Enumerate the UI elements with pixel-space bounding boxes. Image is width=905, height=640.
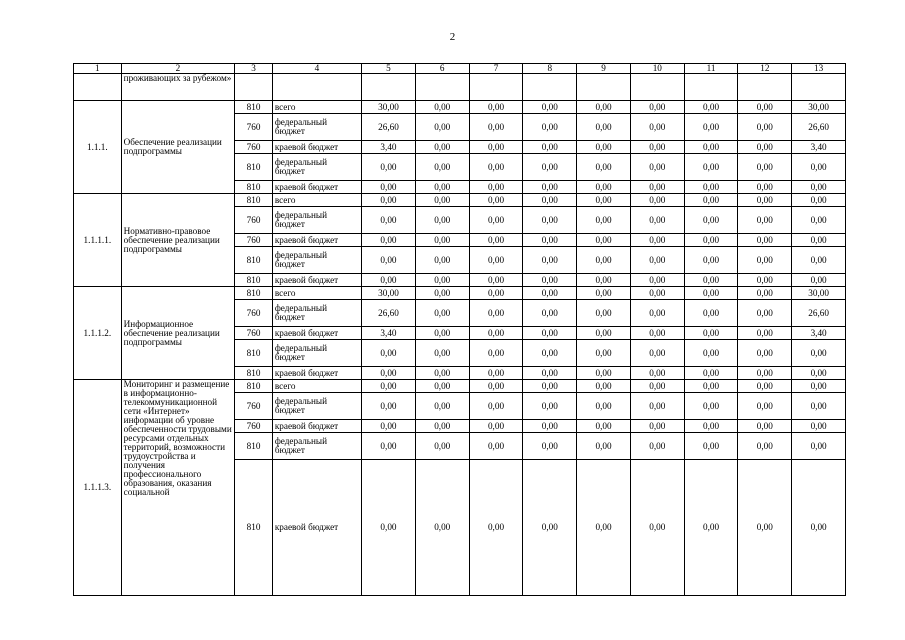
grbs-cell: 810 [235,181,273,194]
grbs-cell: 810 [235,101,273,114]
value-cell: 0,00 [738,327,792,340]
value-cell: 0,00 [792,420,846,433]
empty-cell [415,74,469,101]
code-cell: 1.1.1.2. [74,287,122,380]
value-cell: 0,00 [523,141,577,154]
value-cell: 0,00 [469,380,523,393]
source-cell: всего [272,194,361,207]
grbs-cell: 760 [235,327,273,340]
value-cell: 0,00 [362,181,416,194]
value-cell: 0,00 [792,154,846,181]
value-cell: 0,00 [684,207,738,234]
value-cell: 0,00 [469,327,523,340]
value-cell: 0,00 [630,433,684,460]
value-cell: 0,00 [738,181,792,194]
grbs-cell: 760 [235,141,273,154]
value-cell: 0,00 [469,460,523,596]
value-cell: 0,00 [684,101,738,114]
value-cell: 0,00 [577,114,631,141]
value-cell: 0,00 [792,234,846,247]
value-cell: 0,00 [469,274,523,287]
value-cell: 0,00 [738,367,792,380]
value-cell: 0,00 [415,234,469,247]
value-cell: 0,00 [577,433,631,460]
value-cell: 0,00 [362,234,416,247]
source-cell: федеральный бюджет [272,433,361,460]
value-cell: 0,00 [577,300,631,327]
value-cell: 0,00 [415,207,469,234]
value-cell: 0,00 [415,433,469,460]
name-cell: Мониторинг и размещение в информационно-телекоммуникационной сети «Интернет» информации об уровне обеспеченности трудовыми ресурсами отдельных территорий, возможности трудоустройства и получения профессионального образования, оказания социальной [121,380,235,596]
column-header: 10 [630,64,684,74]
value-cell: 0,00 [577,420,631,433]
value-cell: 0,00 [415,420,469,433]
value-cell: 0,00 [684,154,738,181]
value-cell: 0,00 [523,274,577,287]
code-cell [74,74,122,101]
value-cell: 0,00 [577,101,631,114]
empty-cell [577,74,631,101]
value-cell: 0,00 [684,234,738,247]
value-cell: 0,00 [362,194,416,207]
grbs-cell: 810 [235,367,273,380]
value-cell: 0,00 [523,114,577,141]
grbs-cell: 810 [235,274,273,287]
value-cell: 3,40 [362,327,416,340]
grbs-cell: 810 [235,154,273,181]
source-cell: федеральный бюджет [272,154,361,181]
value-cell: 0,00 [577,367,631,380]
source-cell: федеральный бюджет [272,393,361,420]
value-cell: 0,00 [792,340,846,367]
value-cell: 0,00 [523,101,577,114]
value-cell: 0,00 [415,274,469,287]
value-cell: 0,00 [630,247,684,274]
column-header: 13 [792,64,846,74]
value-cell: 0,00 [523,367,577,380]
value-cell: 0,00 [630,287,684,300]
value-cell: 0,00 [362,247,416,274]
value-cell: 0,00 [577,194,631,207]
value-cell: 0,00 [415,114,469,141]
source-cell: краевой бюджет [272,181,361,194]
value-cell: 0,00 [415,287,469,300]
value-cell: 0,00 [523,433,577,460]
value-cell: 0,00 [577,340,631,367]
grbs-cell: 810 [235,287,273,300]
value-cell: 0,00 [362,340,416,367]
value-cell: 3,40 [792,141,846,154]
value-cell: 0,00 [684,460,738,596]
value-cell: 0,00 [469,101,523,114]
value-cell: 0,00 [523,300,577,327]
value-cell: 0,00 [469,141,523,154]
value-cell: 0,00 [415,247,469,274]
empty-cell [684,74,738,101]
value-cell: 0,00 [415,141,469,154]
value-cell: 0,00 [523,380,577,393]
header-row [74,64,846,74]
source-cell: федеральный бюджет [272,207,361,234]
source-cell: краевой бюджет [272,274,361,287]
value-cell: 0,00 [577,274,631,287]
grbs-cell: 810 [235,247,273,274]
value-cell: 0,00 [415,327,469,340]
value-cell: 0,00 [523,154,577,181]
grbs-cell: 760 [235,114,273,141]
value-cell: 0,00 [630,207,684,234]
value-cell: 0,00 [469,287,523,300]
name-cell: Обеспечение реализации подпрограммы [121,101,235,194]
column-header: 5 [362,64,416,74]
value-cell: 0,00 [738,234,792,247]
value-cell: 0,00 [523,327,577,340]
value-cell: 0,00 [792,460,846,596]
value-cell: 0,00 [630,154,684,181]
source-cell: федеральный бюджет [272,300,361,327]
code-cell: 1.1.1.3. [74,380,122,596]
value-cell: 0,00 [630,420,684,433]
empty-cell [235,74,273,101]
value-cell: 0,00 [738,340,792,367]
name-cell: Нормативно-правовое обеспечение реализации подпрограммы [121,194,235,287]
value-cell: 0,00 [792,380,846,393]
value-cell: 0,00 [792,367,846,380]
value-cell: 0,00 [469,433,523,460]
grbs-cell: 760 [235,300,273,327]
value-cell: 0,00 [684,247,738,274]
grbs-cell: 810 [235,194,273,207]
value-cell: 0,00 [469,367,523,380]
column-header: 9 [577,64,631,74]
value-cell: 0,00 [684,420,738,433]
name-cell: Информационное обеспечение реализации подпрограммы [121,287,235,380]
value-cell: 0,00 [738,141,792,154]
column-header: 2 [121,64,235,74]
value-cell: 30,00 [362,287,416,300]
value-cell: 30,00 [792,287,846,300]
source-cell: краевой бюджет [272,460,361,596]
grbs-cell: 810 [235,433,273,460]
value-cell: 0,00 [738,393,792,420]
value-cell: 0,00 [792,194,846,207]
value-cell: 0,00 [792,274,846,287]
value-cell: 0,00 [738,154,792,181]
value-cell: 0,00 [362,274,416,287]
value-cell: 0,00 [415,380,469,393]
empty-cell [272,74,361,101]
source-cell: всего [272,287,361,300]
value-cell: 0,00 [577,327,631,340]
value-cell: 0,00 [415,460,469,596]
value-cell: 0,00 [362,420,416,433]
value-cell: 0,00 [523,287,577,300]
value-cell: 0,00 [630,114,684,141]
value-cell: 0,00 [684,393,738,420]
value-cell: 0,00 [738,460,792,596]
column-header: 11 [684,64,738,74]
value-cell: 0,00 [577,393,631,420]
value-cell: 0,00 [630,367,684,380]
value-cell: 0,00 [738,274,792,287]
value-cell: 0,00 [738,420,792,433]
value-cell: 0,00 [792,181,846,194]
source-cell: краевой бюджет [272,141,361,154]
value-cell: 0,00 [684,433,738,460]
source-cell: федеральный бюджет [272,340,361,367]
value-cell: 0,00 [469,207,523,234]
value-cell: 0,00 [523,181,577,194]
value-cell: 0,00 [630,327,684,340]
empty-cell [792,74,846,101]
value-cell: 0,00 [362,460,416,596]
value-cell: 0,00 [738,207,792,234]
column-header: 3 [235,64,273,74]
value-cell: 3,40 [362,141,416,154]
value-cell: 0,00 [362,393,416,420]
value-cell: 0,00 [630,234,684,247]
value-cell: 0,00 [415,300,469,327]
value-cell: 0,00 [738,300,792,327]
value-cell: 0,00 [469,340,523,367]
empty-cell [362,74,416,101]
value-cell: 0,00 [792,207,846,234]
value-cell: 0,00 [630,380,684,393]
grbs-cell: 760 [235,207,273,234]
value-cell: 0,00 [523,247,577,274]
value-cell: 0,00 [630,300,684,327]
source-cell: краевой бюджет [272,367,361,380]
empty-cell [738,74,792,101]
table-body [74,64,846,596]
value-cell: 0,00 [738,101,792,114]
value-cell: 0,00 [630,141,684,154]
value-cell: 0,00 [792,393,846,420]
value-cell: 0,00 [630,194,684,207]
value-cell: 0,00 [362,433,416,460]
value-cell: 0,00 [415,393,469,420]
value-cell: 0,00 [684,114,738,141]
table-row [74,287,846,300]
value-cell: 0,00 [415,367,469,380]
value-cell: 0,00 [523,234,577,247]
value-cell: 0,00 [630,340,684,367]
source-cell: краевой бюджет [272,420,361,433]
value-cell: 0,00 [684,287,738,300]
value-cell: 0,00 [630,101,684,114]
value-cell: 0,00 [523,393,577,420]
value-cell: 30,00 [362,101,416,114]
value-cell: 0,00 [362,154,416,181]
code-cell: 1.1.1.1. [74,194,122,287]
column-header: 7 [469,64,523,74]
grbs-cell: 810 [235,460,273,596]
value-cell: 26,60 [792,300,846,327]
value-cell: 0,00 [738,114,792,141]
table-row [74,380,846,393]
value-cell: 0,00 [469,114,523,141]
source-cell: всего [272,101,361,114]
value-cell: 0,00 [738,247,792,274]
budget-table [73,63,846,596]
value-cell: 30,00 [792,101,846,114]
value-cell: 0,00 [577,380,631,393]
grbs-cell: 810 [235,380,273,393]
column-header: 4 [272,64,361,74]
value-cell: 0,00 [738,380,792,393]
value-cell: 0,00 [684,380,738,393]
value-cell: 0,00 [415,194,469,207]
table-row [74,74,846,101]
value-cell: 0,00 [577,460,631,596]
value-cell: 26,60 [792,114,846,141]
page-number: 2 [449,31,456,43]
value-cell: 0,00 [577,141,631,154]
column-header: 12 [738,64,792,74]
value-cell: 0,00 [577,247,631,274]
value-cell: 0,00 [630,274,684,287]
value-cell: 0,00 [577,207,631,234]
column-header: 1 [74,64,122,74]
value-cell: 0,00 [523,460,577,596]
grbs-cell: 760 [235,234,273,247]
source-cell: краевой бюджет [272,327,361,340]
value-cell: 0,00 [523,340,577,367]
value-cell: 26,60 [362,114,416,141]
value-cell: 0,00 [630,393,684,420]
value-cell: 0,00 [415,181,469,194]
value-cell: 0,00 [469,393,523,420]
code-cell: 1.1.1. [74,101,122,194]
name-cell: проживающих за рубежом» [121,74,235,101]
value-cell: 0,00 [469,234,523,247]
value-cell: 0,00 [415,154,469,181]
value-cell: 0,00 [577,234,631,247]
value-cell: 0,00 [630,181,684,194]
value-cell: 0,00 [469,194,523,207]
empty-cell [523,74,577,101]
column-header: 8 [523,64,577,74]
value-cell: 0,00 [469,300,523,327]
value-cell: 0,00 [362,380,416,393]
value-cell: 0,00 [684,367,738,380]
value-cell: 0,00 [577,154,631,181]
empty-cell [469,74,523,101]
value-cell: 0,00 [738,433,792,460]
value-cell: 0,00 [523,207,577,234]
grbs-cell: 760 [235,393,273,420]
value-cell: 0,00 [684,300,738,327]
source-cell: краевой бюджет [272,234,361,247]
grbs-cell: 760 [235,420,273,433]
value-cell: 0,00 [469,181,523,194]
value-cell: 0,00 [362,207,416,234]
source-cell: федеральный бюджет [272,114,361,141]
value-cell: 0,00 [792,433,846,460]
grbs-cell: 810 [235,340,273,367]
value-cell: 0,00 [469,420,523,433]
value-cell: 0,00 [415,101,469,114]
value-cell: 0,00 [738,287,792,300]
value-cell: 0,00 [523,194,577,207]
value-cell: 0,00 [577,181,631,194]
value-cell: 0,00 [577,287,631,300]
value-cell: 0,00 [684,327,738,340]
value-cell: 0,00 [684,274,738,287]
table-row [74,101,846,114]
value-cell: 0,00 [738,194,792,207]
value-cell: 3,40 [792,327,846,340]
value-cell: 0,00 [469,247,523,274]
value-cell: 0,00 [415,340,469,367]
value-cell: 0,00 [684,181,738,194]
table-row [74,194,846,207]
value-cell: 0,00 [684,141,738,154]
column-header: 6 [415,64,469,74]
empty-cell [630,74,684,101]
value-cell: 0,00 [684,194,738,207]
value-cell: 0,00 [684,340,738,367]
value-cell: 0,00 [792,247,846,274]
value-cell: 0,00 [523,420,577,433]
value-cell: 0,00 [630,460,684,596]
value-cell: 0,00 [469,154,523,181]
value-cell: 26,60 [362,300,416,327]
source-cell: всего [272,380,361,393]
value-cell: 0,00 [362,367,416,380]
source-cell: федеральный бюджет [272,247,361,274]
